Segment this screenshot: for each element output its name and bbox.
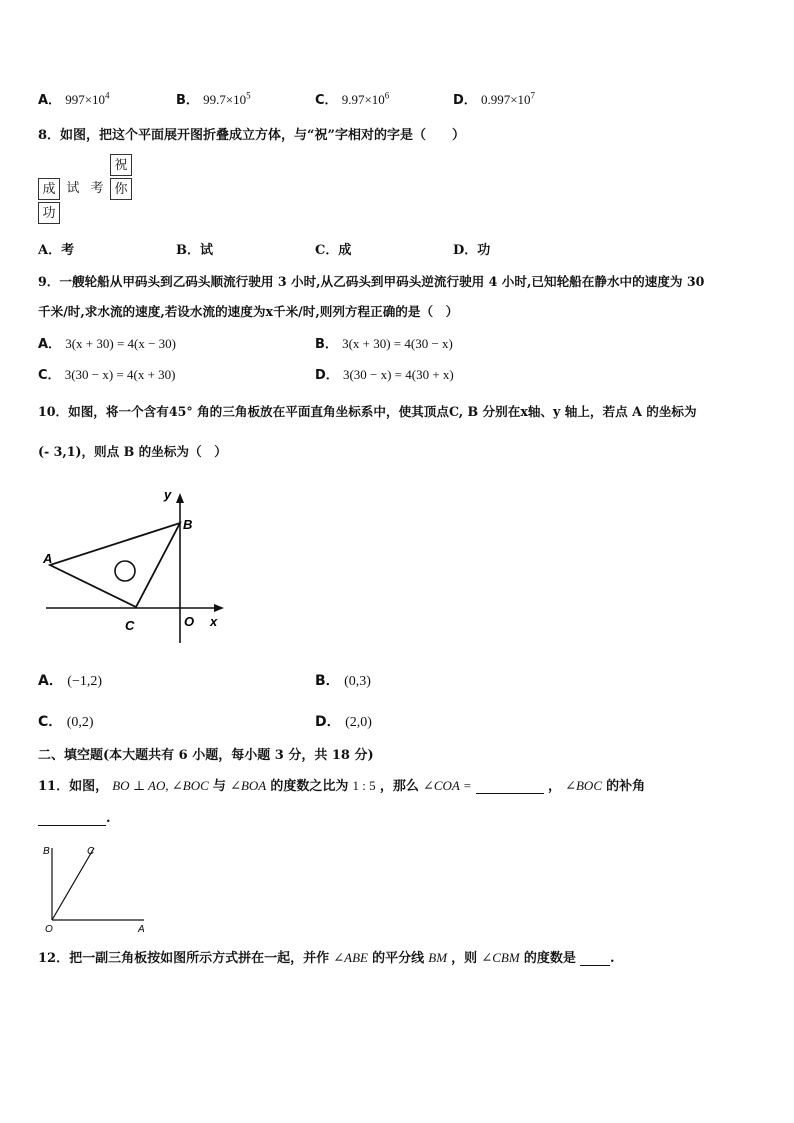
net-cell-kao: 考 <box>90 181 104 196</box>
label-o: O <box>184 614 195 629</box>
q9-stem-line1: 9．一艘轮船从甲码头到乙码头顺流行驶用 3 小时,从乙码头到甲码头逆流行驶用 4 小时,已知轮船在静水中的速度为 30 <box>38 274 705 289</box>
q9-option-d: D． 3(30 − x) = 4(30 + x) <box>315 367 454 383</box>
q11-stem: 11．如图， BO ⊥ AO, ∠BOC 与 ∠BOA 的度数之比为 1 : 5 ，那么 ∠COA = ， ∠BOC 的补角 <box>38 778 646 794</box>
q8-option-d: D．功 <box>453 243 491 258</box>
label-a: A <box>138 924 145 935</box>
q8-option-c: C．成 <box>315 243 352 258</box>
label-c: C <box>87 846 95 857</box>
label-y: y <box>164 487 172 502</box>
q12-blank[interactable] <box>580 951 610 966</box>
q11-blank-2[interactable] <box>38 811 106 826</box>
q9-option-b: B． 3(x + 30) = 4(30 − x) <box>315 336 453 352</box>
q7-option-d: D． $0.997\times 10^7$ <box>453 90 536 108</box>
label-c: C <box>125 618 135 633</box>
q8-option-a: A．考 <box>38 243 75 258</box>
triangle-abc <box>50 523 180 607</box>
ray-oc <box>52 848 94 920</box>
label-x: x <box>210 614 218 629</box>
q9-stem-line2: 千米/时,求水流的速度,若设水流的速度为x千米/时,则列方程正确的是（ ） <box>38 304 459 319</box>
section-heading-fill-blank: 二、填空题(本大题共有 6 小题，每小题 3 分，共 18 分) <box>38 748 374 763</box>
q10-option-b: B． (0,3) <box>315 673 371 689</box>
q11-stem-line2: . <box>38 811 111 826</box>
triangle-hole <box>115 561 135 581</box>
q7-option-b: B． $99.7\times 10^5$ <box>176 90 251 108</box>
net-cell-shi: 试 <box>66 181 80 196</box>
label-a: A <box>43 551 53 566</box>
q10-option-a: A． (−1,2) <box>38 673 103 689</box>
q8-cube-net <box>38 154 138 228</box>
q11-figure <box>38 840 158 935</box>
q8-option-b: B．试 <box>176 243 213 258</box>
q8-stem: 8．如图，把这个平面展开图折叠成立方体，与“祝”字相对的字是（ ） <box>38 128 466 143</box>
label-o: O <box>45 924 53 935</box>
y-axis-arrow <box>176 493 184 503</box>
q10-option-c: C． (0,2) <box>38 714 94 730</box>
label-b: B <box>43 846 50 857</box>
q12-stem: 12．把一副三角板按如图所示方式拼在一起，并作 ∠ABE 的平分线 BM ，则 ∠CBM 的度数是 . <box>38 950 615 966</box>
q10-stem-line1: 10．如图，将一个含有45° 角的三角板放在平面直角坐标系中，使其顶点C, B 分别在x轴、y 轴上，若点 A 的坐标为 <box>38 404 697 419</box>
net-cell-gong: 功 <box>38 202 60 224</box>
q11-blank-1[interactable] <box>476 779 544 794</box>
q9-option-a: A． 3(x + 30) = 4(x − 30) <box>38 336 177 352</box>
net-cell-zhu: 祝 <box>110 154 132 176</box>
x-axis-arrow <box>214 604 224 612</box>
q10-option-d: D． (2,0) <box>315 714 372 730</box>
net-cell-cheng: 成 <box>38 178 60 200</box>
q7-option-c: C． $9.97\times 10^6$ <box>315 90 390 108</box>
label-b: B <box>183 517 193 532</box>
q10-stem-line2: (- 3,1)，则点 B 的坐标为（ ） <box>38 444 227 459</box>
q9-option-c: C． 3(30 − x) = 4(x + 30) <box>38 367 176 383</box>
q10-figure <box>38 485 238 650</box>
net-cell-ni: 你 <box>110 178 132 200</box>
q7-option-a: A． $997\times 10^4$ <box>38 90 110 108</box>
